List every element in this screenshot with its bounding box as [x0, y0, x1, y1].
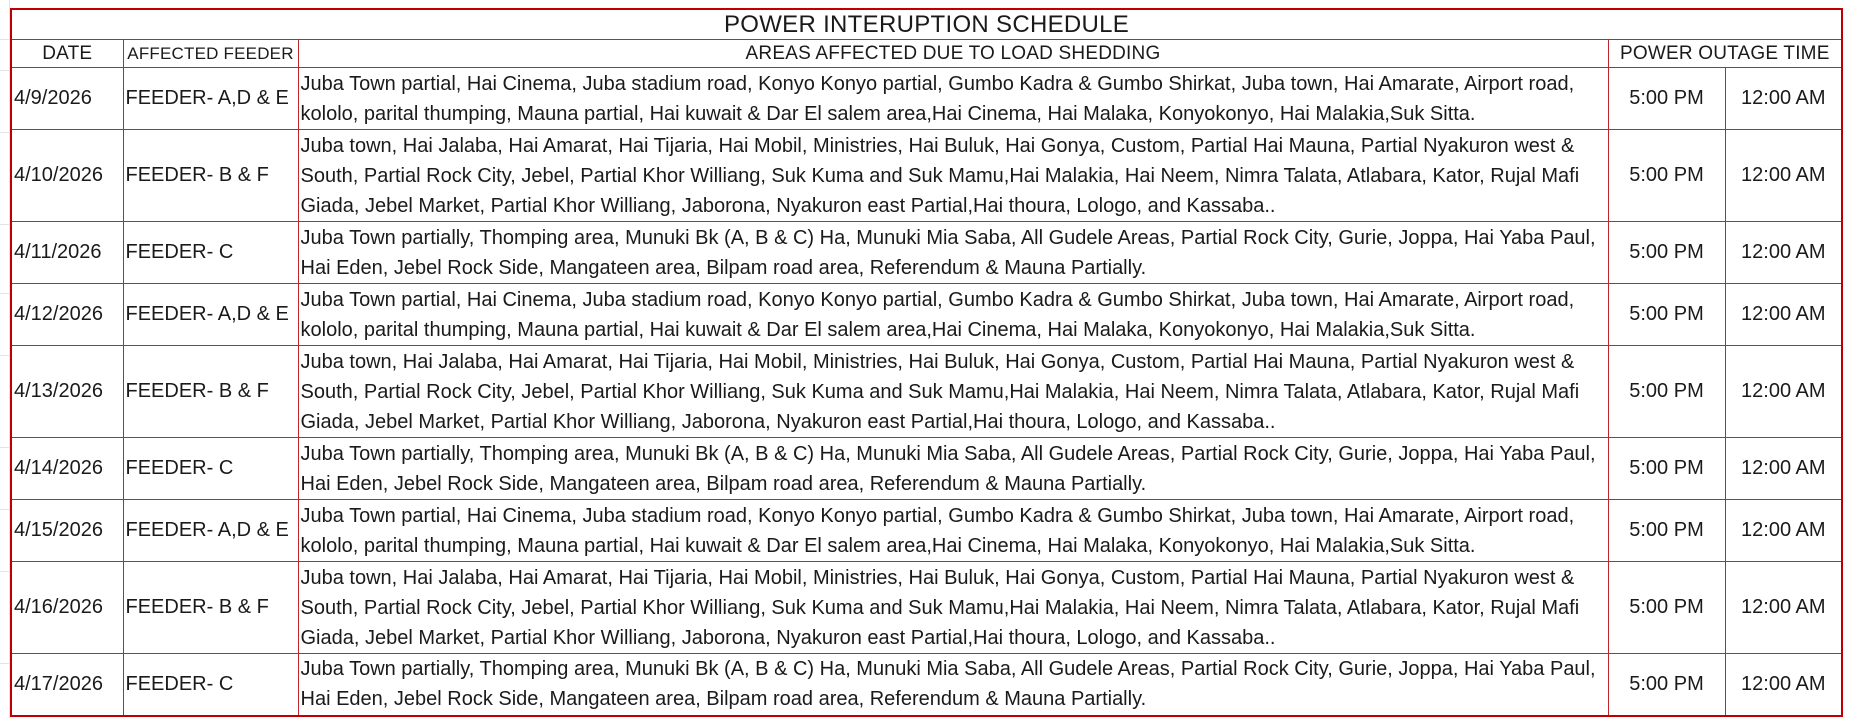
- outage-start-cell: 5:00 PM: [1608, 562, 1725, 654]
- schedule-row: [11, 438, 1842, 500]
- feeder-cell: FEEDER- A,D & E: [123, 500, 298, 562]
- outage-end-cell: 12:00 AM: [1725, 654, 1842, 716]
- title-row: [11, 9, 1842, 40]
- schedule-row: [11, 346, 1842, 438]
- schedule-row: [11, 654, 1842, 716]
- feeder-cell: FEEDER- B & F: [123, 562, 298, 654]
- schedule-row: [11, 68, 1842, 130]
- date-cell: 4/15/2026: [11, 500, 123, 562]
- outage-start-cell: 5:00 PM: [1608, 500, 1725, 562]
- schedule-title: POWER INTERUPTION SCHEDULE: [11, 9, 1842, 40]
- outage-start-cell: 5:00 PM: [1608, 68, 1725, 130]
- date-cell: 4/9/2026: [11, 68, 123, 130]
- areas-cell: Juba Town partially, Thomping area, Munuki Bk (A, B & C) Ha, Munuki Mia Saba, All Gudele Areas, Partial Rock City, Gurie, Joppa, Hai Yaba Paul, Hai Eden, Jebel Rock Side, Mangateen area, Bilpam road area, Referendum & Mauna Partially.: [298, 654, 1608, 716]
- date-cell: 4/12/2026: [11, 284, 123, 346]
- outage-end-cell: 12:00 AM: [1725, 438, 1842, 500]
- header-affected-feeder: AFFECTED FEEDER: [123, 40, 298, 68]
- feeder-cell: FEEDER- B & F: [123, 130, 298, 222]
- outage-end-cell: 12:00 AM: [1725, 130, 1842, 222]
- outage-start-cell: 5:00 PM: [1608, 130, 1725, 222]
- areas-cell: Juba Town partially, Thomping area, Munuki Bk (A, B & C) Ha, Munuki Mia Saba, All Gudele Areas, Partial Rock City, Gurie, Joppa, Hai Yaba Paul, Hai Eden, Jebel Rock Side, Mangateen area, Bilpam road area, Referendum & Mauna Partially.: [298, 222, 1608, 284]
- outage-end-cell: 12:00 AM: [1725, 500, 1842, 562]
- areas-cell: Juba town, Hai Jalaba, Hai Amarat, Hai Tijaria, Hai Mobil, Ministries, Hai Buluk, Hai Gonya, Custom, Partial Hai Mauna, Partial Nyakuron west & South, Partial Rock City, Jebel, Partial Khor Williang, Suk Kuma and Suk Mamu,Hai Malakia, Hai Neem, Nimra Talata, Atlabara, Kator, Rujal Mafi Giada, Jebel Market, Partial Khor Williang, Jaborona, Nyakuron east Partial,Hai thoura, Lologo, and Kassaba..: [298, 562, 1608, 654]
- areas-cell: Juba town, Hai Jalaba, Hai Amarat, Hai Tijaria, Hai Mobil, Ministries, Hai Buluk, Hai Gonya, Custom, Partial Hai Mauna, Partial Nyakuron west & South, Partial Rock City, Jebel, Partial Khor Williang, Suk Kuma and Suk Mamu,Hai Malakia, Hai Neem, Nimra Talata, Atlabara, Kator, Rujal Mafi Giada, Jebel Market, Partial Khor Williang, Jaborona, Nyakuron east Partial,Hai thoura, Lologo, and Kassaba..: [298, 130, 1608, 222]
- outage-start-cell: 5:00 PM: [1608, 346, 1725, 438]
- schedule-row: [11, 500, 1842, 562]
- date-cell: 4/16/2026: [11, 562, 123, 654]
- date-cell: 4/11/2026: [11, 222, 123, 284]
- date-cell: 4/14/2026: [11, 438, 123, 500]
- outage-end-cell: 12:00 AM: [1725, 68, 1842, 130]
- outage-start-cell: 5:00 PM: [1608, 438, 1725, 500]
- date-cell: 4/10/2026: [11, 130, 123, 222]
- outage-end-cell: 12:00 AM: [1725, 346, 1842, 438]
- schedule-row: [11, 562, 1842, 654]
- date-cell: 4/17/2026: [11, 654, 123, 716]
- areas-cell: Juba Town partial, Hai Cinema, Juba stadium road, Konyo Konyo partial, Gumbo Kadra & Gumbo Shirkat, Juba town, Hai Amarate, Airport road, kololo, parital thumping, Mauna partial, Hai kuwait & Dar El salem area,Hai Cinema, Hai Malaka, Konyokonyo, Hai Malakia,Suk Sitta.: [298, 68, 1608, 130]
- header-power-outage-time: POWER OUTAGE TIME: [1608, 40, 1842, 68]
- feeder-cell: FEEDER- C: [123, 438, 298, 500]
- spreadsheet-gridlines: [0, 0, 10, 718]
- schedule-row: [11, 130, 1842, 222]
- header-areas-affected: AREAS AFFECTED DUE TO LOAD SHEDDING: [298, 40, 1608, 68]
- areas-cell: Juba Town partially, Thomping area, Munuki Bk (A, B & C) Ha, Munuki Mia Saba, All Gudele Areas, Partial Rock City, Gurie, Joppa, Hai Yaba Paul, Hai Eden, Jebel Rock Side, Mangateen area, Bilpam road area, Referendum & Mauna Partially.: [298, 438, 1608, 500]
- areas-cell: Juba Town partial, Hai Cinema, Juba stadium road, Konyo Konyo partial, Gumbo Kadra & Gumbo Shirkat, Juba town, Hai Amarate, Airport road, kololo, parital thumping, Mauna partial, Hai kuwait & Dar El salem area,Hai Cinema, Hai Malaka, Konyokonyo, Hai Malakia,Suk Sitta.: [298, 500, 1608, 562]
- feeder-cell: FEEDER- A,D & E: [123, 68, 298, 130]
- outage-start-cell: 5:00 PM: [1608, 654, 1725, 716]
- power-interruption-schedule-table: [10, 8, 1843, 717]
- outage-start-cell: 5:00 PM: [1608, 284, 1725, 346]
- header-row: [11, 40, 1842, 68]
- feeder-cell: FEEDER- C: [123, 222, 298, 284]
- date-cell: 4/13/2026: [11, 346, 123, 438]
- feeder-cell: FEEDER- B & F: [123, 346, 298, 438]
- outage-start-cell: 5:00 PM: [1608, 222, 1725, 284]
- header-date: DATE: [11, 40, 123, 68]
- areas-cell: Juba town, Hai Jalaba, Hai Amarat, Hai Tijaria, Hai Mobil, Ministries, Hai Buluk, Hai Gonya, Custom, Partial Hai Mauna, Partial Nyakuron west & South, Partial Rock City, Jebel, Partial Khor Williang, Suk Kuma and Suk Mamu,Hai Malakia, Hai Neem, Nimra Talata, Atlabara, Kator, Rujal Mafi Giada, Jebel Market, Partial Khor Williang, Jaborona, Nyakuron east Partial,Hai thoura, Lologo, and Kassaba..: [298, 346, 1608, 438]
- schedule-row: [11, 284, 1842, 346]
- outage-end-cell: 12:00 AM: [1725, 284, 1842, 346]
- areas-cell: Juba Town partial, Hai Cinema, Juba stadium road, Konyo Konyo partial, Gumbo Kadra & Gumbo Shirkat, Juba town, Hai Amarate, Airport road, kololo, parital thumping, Mauna partial, Hai kuwait & Dar El salem area,Hai Cinema, Hai Malaka, Konyokonyo, Hai Malakia,Suk Sitta.: [298, 284, 1608, 346]
- feeder-cell: FEEDER- A,D & E: [123, 284, 298, 346]
- outage-end-cell: 12:00 AM: [1725, 222, 1842, 284]
- outage-end-cell: 12:00 AM: [1725, 562, 1842, 654]
- feeder-cell: FEEDER- C: [123, 654, 298, 716]
- schedule-row: [11, 222, 1842, 284]
